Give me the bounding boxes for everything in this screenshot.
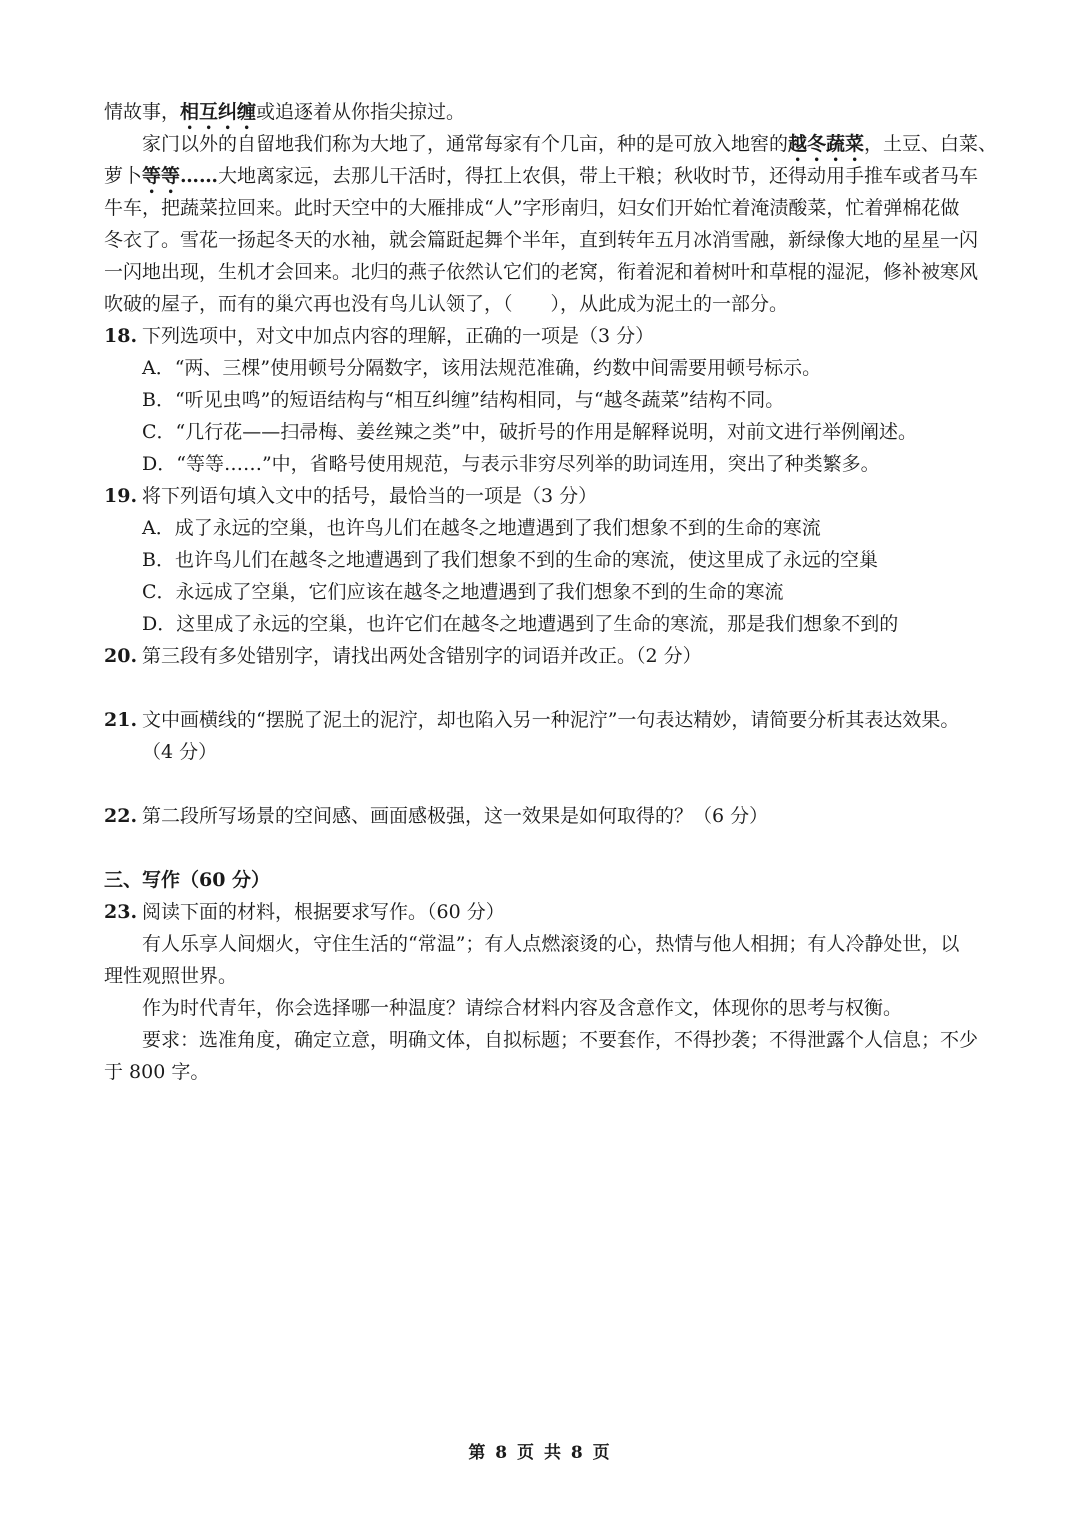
section-title: 三、写作（60 分）	[104, 869, 271, 891]
question-stem-continued: （4 分）	[142, 741, 218, 763]
material-line: 有人乐享人间烟火，守住生活的“常温”；有人点燃滚烫的心，热情与他人相拥；有人冷静处世，以	[142, 933, 960, 955]
answer-space	[104, 768, 980, 800]
question-number: 20.	[104, 645, 138, 667]
option-b: B．也许鸟儿们在越冬之地遭遇到了我们想象不到的生命的寒流，使这里成了永远的空巢	[142, 549, 878, 571]
passage-line: 吹破的屋子，而有的巢穴再也没有鸟儿认领了，（ ），从此成为泥土的一部分。	[104, 293, 789, 315]
passage-line: 牛车，把蔬菜拉回来。此时天空中的大雁排成“人”字形南归，妇女们开始忙着淹渍酸菜，忙着弹棉花做	[104, 197, 960, 219]
question-20	[104, 640, 980, 672]
question-stem: 第三段有多处错别字，请找出两处含错别字的词语并改正。（2 分）	[142, 645, 702, 667]
question-number: 18.	[104, 325, 138, 347]
passage-text: 萝卜	[104, 165, 143, 187]
passage-text: 情故事，	[104, 101, 181, 123]
option-d: D．“等等……”中，省略号使用规范，与表示非穷尽列举的助词连用，突出了种类繁多。	[142, 453, 880, 475]
question-stem: 阅读下面的材料，根据要求写作。（60 分）	[142, 901, 505, 923]
passage-line	[104, 128, 998, 160]
question-number: 19.	[104, 485, 138, 507]
passage-line	[104, 160, 980, 192]
question-19	[104, 480, 980, 512]
question-22	[104, 800, 980, 832]
exam-page	[104, 96, 998, 1088]
passage-text: ，土豆、白菜、	[864, 133, 998, 155]
question-number: 23.	[104, 901, 138, 923]
dotted-phrase: 等等……	[142, 165, 219, 187]
question-stem: 将下列语句填入文中的括号，最恰当的一项是（3 分）	[142, 485, 598, 507]
page-footer: 第 8 页 共 8 页	[468, 1443, 612, 1463]
question-stem: 第二段所写场景的空间感、画面感极强，这一效果是如何取得的？（6 分）	[142, 805, 769, 827]
dotted-phrase: 越冬蔬菜	[788, 133, 865, 155]
option-d: D．这里成了永远的空巢，也许它们在越冬之地遭遇到了生命的寒流，那是我们想象不到的	[142, 613, 899, 635]
option-b: B．“听见虫鸣”的短语结构与“相互纠缠”结构相同，与“越冬蔬菜”结构不同。	[142, 389, 785, 411]
passage-text: 家门以外的自留地我们称为大地了，通常每家有个几亩，种的是可放入地窖的	[142, 133, 789, 155]
answer-space	[104, 672, 980, 704]
requirement-line: 于 800 字。	[104, 1061, 210, 1083]
task-line: 作为时代青年，你会选择哪一种温度？请综合材料内容及含意作文，体现你的思考与权衡。	[142, 997, 903, 1019]
passage-line: 一闪地出现，生机才会回来。北归的燕子依然认它们的老窝，衔着泥和着树叶和草棍的湿泥，修补被寒风	[104, 261, 979, 283]
answer-space	[104, 832, 980, 864]
passage-text: 或追逐着从你指尖掠过。	[256, 101, 466, 123]
passage-line: 冬衣了。雪花一扬起冬天的水袖，就会篇跹起舞个半年，直到转年五月冰消雪融，新绿像大地的星星一闪	[104, 229, 979, 251]
option-c: C．永远成了空巢，它们应该在越冬之地遭遇到了我们想象不到的生命的寒流	[142, 581, 784, 603]
option-c: C．“几行花——扫帚梅、姜丝辣之类”中，破折号的作用是解释说明，对前文进行举例阐述。	[142, 421, 917, 443]
question-number: 22.	[104, 805, 138, 827]
question-number: 21.	[104, 709, 138, 731]
passage-text: 大地离家远，去那儿干活时，得扛上农俱，带上干粮；秋收时节，还得动用手推车或者马车	[218, 165, 979, 187]
passage-line	[104, 96, 980, 128]
question-18	[104, 320, 980, 352]
question-23	[104, 896, 980, 928]
requirement-line: 要求：选准角度，确定立意，明确文体，自拟标题；不要套作，不得抄袭；不得泄露个人信息；不少	[142, 1029, 979, 1051]
question-stem: 文中画横线的“摆脱了泥土的泥泞，却也陷入另一种泥泞”一句表达精妙，请简要分析其表达效果。	[142, 709, 960, 731]
option-a: A．“两、三棵”使用顿号分隔数字，该用法规范准确，约数中间需要用顿号标示。	[142, 357, 822, 379]
question-stem: 下列选项中，对文中加点内容的理解，正确的一项是（3 分）	[142, 325, 655, 347]
dotted-phrase: 相互纠缠	[180, 101, 257, 123]
option-a: A．成了永远的空巢，也许鸟儿们在越冬之地遭遇到了我们想象不到的生命的寒流	[142, 517, 821, 539]
question-21	[104, 704, 980, 736]
material-line: 理性观照世界。	[104, 965, 238, 987]
